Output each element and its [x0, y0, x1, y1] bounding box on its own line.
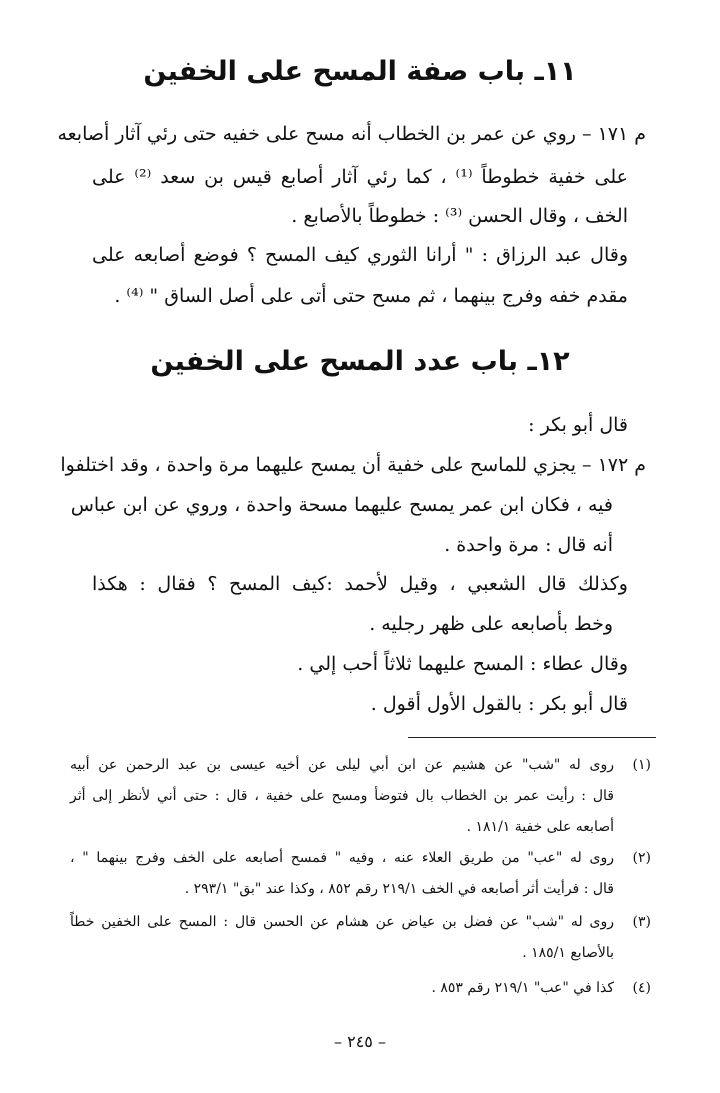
- footnote-line: كذا في "عب" ٢١٩/١ رقم ٨٥٣ .: [431, 980, 614, 996]
- text-line: وقال عبد الرزاق : " أرانا الثوري كيف المسح ؟ فوضع أصابعه على: [92, 244, 628, 266]
- footnote-number: (٢): [632, 850, 651, 866]
- text-line: قال أبو بكر :: [528, 414, 628, 436]
- footnote-number: (٣): [632, 914, 651, 930]
- footnote-line: قال : فرأيت أثر أصابعه في الخف ٢١٩/١ رقم ٨٥٢ ، وكذا عند "بق" ٢٩٣/١ .: [184, 881, 614, 897]
- text-line: على خفية خطوطاً ⁽¹⁾ ، كما رئي آثار أصابع قيس بن سعد ⁽²⁾ على: [92, 166, 628, 188]
- text-line: الخف ، وقال الحسن ⁽³⁾ : خطوطاً بالأصابع .: [291, 205, 628, 227]
- text-line: مقدم خفه وفرج بينهما ، ثم مسح حتى أتى على أصل الساق " ⁽⁴⁾ .: [114, 285, 628, 307]
- footnote-line: روى له "شب" عن هشيم عن ابن أبي ليلى عن أخيه عيسى بن عبد الرحمن عن أبيه: [70, 757, 614, 773]
- footnote-line: أصابعه على خفية ١٨١/١ .: [466, 819, 614, 835]
- footnote-separator: [408, 737, 656, 738]
- footnote-line: روى له "شب" عن فضل بن عياض عن هشام عن الحسن قال : المسح على الخفين خطاً: [70, 914, 614, 930]
- page-number: – ٢٤٥ –: [334, 1032, 386, 1051]
- footnote-number: (٤): [632, 980, 651, 996]
- text-line: قال أبو بكر : بالقول الأول أقول .: [370, 693, 628, 715]
- text-line: فيه ، فكان ابن عمر يمسح عليهما مسحة واحدة ، وروي عن ابن عباس: [70, 494, 613, 516]
- text-line: وخط بأصابعه على ظهر رجليه .: [369, 613, 613, 635]
- chapter-heading-11: ١١ـ باب صفة المسح على الخفين: [143, 56, 577, 87]
- text-line: م ١٧٢ – يجزي للماسح على خفية أن يمسح عليهما مرة واحدة ، وقد اختلفوا: [60, 454, 646, 476]
- footnote-line: روى له "عب" من طريق العلاء عنه ، وفيه " فمسح أصابعه على الخف وفرج بينهما " ،: [70, 850, 614, 866]
- footnote-line: قال : رأيت عمر بن الخطاب بال فتوضأ ومسح على خفية ، قال : حتى أني لأنظر إلى أثر: [70, 788, 614, 804]
- text-line: م ١٧١ – روي عن عمر بن الخطاب أنه مسح على خفيه حتى رئي آثار أصابعه: [57, 123, 646, 145]
- footnote-number: (١): [632, 757, 651, 773]
- text-line: وقال عطاء : المسح عليهما ثلاثاً أحب إلي .: [297, 653, 628, 675]
- chapter-heading-12: ١٢ـ باب عدد المسح على الخفين: [150, 346, 570, 377]
- text-line: وكذلك قال الشعبي ، وقيل لأحمد :كيف المسح ؟ فقال : هكذا: [92, 573, 628, 595]
- text-line: أنه قال : مرة واحدة .: [444, 534, 613, 556]
- footnote-line: بالأصابع ١٨٥/١ .: [522, 945, 614, 961]
